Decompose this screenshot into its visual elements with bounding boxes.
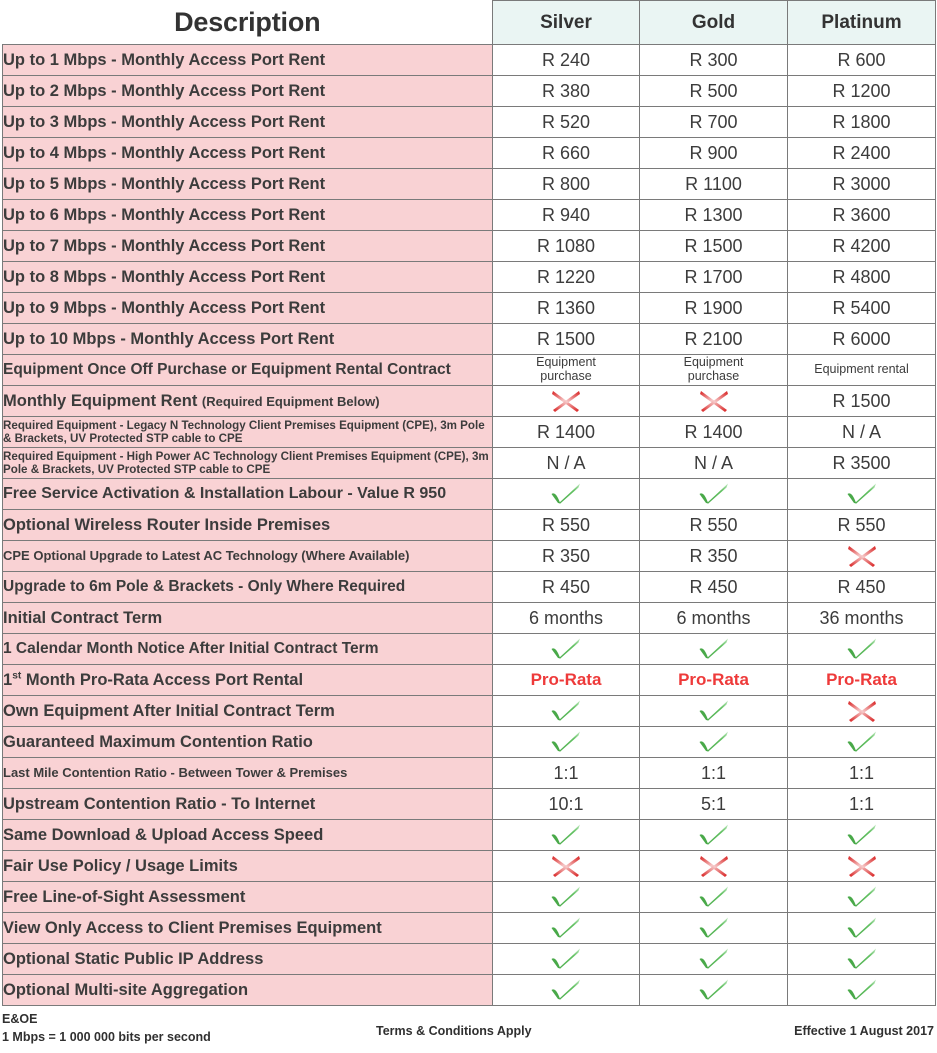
check-mark-icon [493, 696, 640, 727]
cell-value: R 500 [640, 76, 788, 107]
table-row [3, 479, 936, 510]
footer-effective-date: Effective 1 August 2017 [794, 1024, 934, 1038]
cell-value: 6 months [640, 603, 788, 634]
table-row [3, 107, 936, 138]
cell-value: R 2100 [640, 324, 788, 355]
pricing-table [2, 0, 936, 1006]
cell-value: R 1400 [493, 417, 640, 448]
table-body [3, 45, 936, 1006]
row-label: Up to 8 Mbps - Monthly Access Port Rent [3, 262, 493, 293]
table-row [3, 634, 936, 665]
table-header [3, 1, 936, 45]
cell-value: R 550 [788, 510, 936, 541]
row-label: Optional Multi-site Aggregation [3, 975, 493, 1006]
cross-mark-icon [640, 386, 788, 417]
row-label: Free Service Activation & Installation Labour - Value R 950 [3, 479, 493, 510]
table-row [3, 882, 936, 913]
table-row [3, 138, 936, 169]
cell-value: R 1220 [493, 262, 640, 293]
cell-value: R 1800 [788, 107, 936, 138]
cell-value: 10:1 [493, 789, 640, 820]
table-row [3, 324, 936, 355]
check-mark-icon [640, 944, 788, 975]
table-row [3, 820, 936, 851]
cell-value: R 450 [788, 572, 936, 603]
table-row [3, 758, 936, 789]
cross-mark-icon [493, 386, 640, 417]
check-mark-icon [788, 727, 936, 758]
cell-value: R 4800 [788, 262, 936, 293]
table-row [3, 76, 936, 107]
row-label: Up to 4 Mbps - Monthly Access Port Rent [3, 138, 493, 169]
cell-value: Pro-Rata [640, 665, 788, 696]
table-row [3, 386, 936, 417]
check-mark-icon [493, 944, 640, 975]
cell-value: R 240 [493, 45, 640, 76]
cell-value: R 5400 [788, 293, 936, 324]
check-mark-icon [788, 820, 936, 851]
cell-value: R 1500 [640, 231, 788, 262]
cell-value: R 1200 [788, 76, 936, 107]
cell-value: 1:1 [788, 789, 936, 820]
cell-value: R 550 [640, 510, 788, 541]
row-label: Up to 6 Mbps - Monthly Access Port Rent [3, 200, 493, 231]
footer-mbps-note: 1 Mbps = 1 000 000 bits per second [2, 1030, 211, 1045]
check-mark-icon [493, 975, 640, 1006]
cell-value: N / A [640, 448, 788, 479]
cell-value: Pro-Rata [493, 665, 640, 696]
check-mark-icon [788, 479, 936, 510]
cell-value: 1:1 [640, 758, 788, 789]
check-mark-icon [788, 913, 936, 944]
row-label: Up to 10 Mbps - Monthly Access Port Rent [3, 324, 493, 355]
table-row [3, 913, 936, 944]
row-label: Last Mile Contention Ratio - Between Tower & Premises [3, 758, 493, 789]
cross-mark-icon [788, 851, 936, 882]
cell-value: R 800 [493, 169, 640, 200]
cell-value: N / A [788, 417, 936, 448]
cell-value: R 1300 [640, 200, 788, 231]
row-label: Own Equipment After Initial Contract Term [3, 696, 493, 727]
table-row [3, 262, 936, 293]
row-label: Optional Wireless Router Inside Premises [3, 510, 493, 541]
check-mark-icon [640, 913, 788, 944]
row-label: Up to 1 Mbps - Monthly Access Port Rent [3, 45, 493, 76]
table-row [3, 789, 936, 820]
footer-notes [2, 1010, 211, 1046]
table-row [3, 169, 936, 200]
cross-mark-icon [788, 696, 936, 727]
check-mark-icon [640, 820, 788, 851]
row-label: Optional Static Public IP Address [3, 944, 493, 975]
cross-mark-icon [788, 541, 936, 572]
cell-value: R 450 [493, 572, 640, 603]
cross-mark-icon [640, 851, 788, 882]
row-label: Guaranteed Maximum Contention Ratio [3, 727, 493, 758]
check-mark-icon [788, 634, 936, 665]
row-label: Up to 7 Mbps - Monthly Access Port Rent [3, 231, 493, 262]
check-mark-icon [640, 479, 788, 510]
cell-value: N / A [493, 448, 640, 479]
cell-value: R 4200 [788, 231, 936, 262]
row-label: Fair Use Policy / Usage Limits [3, 851, 493, 882]
cell-value: 1:1 [493, 758, 640, 789]
cell-value: 6 months [493, 603, 640, 634]
sheet-footer [0, 1009, 937, 1053]
check-mark-icon [493, 913, 640, 944]
footer-terms: Terms & Conditions Apply [376, 1024, 532, 1038]
row-label: Up to 9 Mbps - Monthly Access Port Rent [3, 293, 493, 324]
check-mark-icon [493, 634, 640, 665]
table-row [3, 541, 936, 572]
row-label: Free Line-of-Sight Assessment [3, 882, 493, 913]
table-row [3, 417, 936, 448]
cell-value: 1:1 [788, 758, 936, 789]
cell-value: R 3000 [788, 169, 936, 200]
check-mark-icon [788, 944, 936, 975]
footer-eoe: E&OE [2, 1012, 38, 1026]
row-label: View Only Access to Client Premises Equipment [3, 913, 493, 944]
cell-value: R 1400 [640, 417, 788, 448]
row-label: 1 Calendar Month Notice After Initial Contract Term [3, 634, 493, 665]
check-mark-icon [788, 975, 936, 1006]
table-row [3, 851, 936, 882]
row-label: Same Download & Upload Access Speed [3, 820, 493, 851]
cell-value: Equipment purchase [493, 355, 640, 386]
check-mark-icon [640, 696, 788, 727]
row-label: Up to 5 Mbps - Monthly Access Port Rent [3, 169, 493, 200]
check-mark-icon [493, 820, 640, 851]
cell-value: R 2400 [788, 138, 936, 169]
row-label: Equipment Once Off Purchase or Equipment Rental Contract [3, 355, 493, 386]
cell-value: R 1500 [788, 386, 936, 417]
row-label: Up to 3 Mbps - Monthly Access Port Rent [3, 107, 493, 138]
row-label: 1st Month Pro-Rata Access Port Rental [3, 665, 493, 696]
table-row [3, 231, 936, 262]
table-row [3, 603, 936, 634]
cell-value: R 3500 [788, 448, 936, 479]
table-row [3, 572, 936, 603]
row-label: Initial Contract Term [3, 603, 493, 634]
table-row [3, 355, 936, 386]
column-header-platinum: Platinum [788, 1, 936, 45]
cell-value: R 350 [493, 541, 640, 572]
cell-value: R 6000 [788, 324, 936, 355]
cell-value: Equipment rental [788, 355, 936, 386]
check-mark-icon [788, 882, 936, 913]
table-row [3, 45, 936, 76]
cell-value: R 380 [493, 76, 640, 107]
cross-mark-icon [493, 851, 640, 882]
check-mark-icon [493, 479, 640, 510]
cell-value: R 1900 [640, 293, 788, 324]
cell-value: R 1500 [493, 324, 640, 355]
header-row [3, 1, 936, 45]
cell-value: R 3600 [788, 200, 936, 231]
page-title: Description [3, 1, 493, 45]
cell-value: Equipment purchase [640, 355, 788, 386]
cell-value: R 1080 [493, 231, 640, 262]
cell-value: R 1360 [493, 293, 640, 324]
check-mark-icon [640, 882, 788, 913]
check-mark-icon [493, 882, 640, 913]
table-row [3, 200, 936, 231]
cell-value: R 450 [640, 572, 788, 603]
table-row [3, 448, 936, 479]
row-label: Monthly Equipment Rent (Required Equipment Below) [3, 386, 493, 417]
cell-value: R 1700 [640, 262, 788, 293]
table-row [3, 944, 936, 975]
cell-value: R 300 [640, 45, 788, 76]
row-label: Required Equipment - High Power AC Technology Client Premises Equipment (CPE), 3m Pole & Brackets, UV Protected STP cable to CPE [3, 448, 493, 479]
check-mark-icon [493, 727, 640, 758]
row-label: Up to 2 Mbps - Monthly Access Port Rent [3, 76, 493, 107]
cell-value: R 700 [640, 107, 788, 138]
cell-value: Pro-Rata [788, 665, 936, 696]
column-header-silver: Silver [493, 1, 640, 45]
cell-value: R 550 [493, 510, 640, 541]
table-row [3, 665, 936, 696]
cell-value: R 660 [493, 138, 640, 169]
row-label: Upgrade to 6m Pole & Brackets - Only Where Required [3, 572, 493, 603]
table-row [3, 975, 936, 1006]
table-row [3, 727, 936, 758]
table-row [3, 293, 936, 324]
check-mark-icon [640, 975, 788, 1006]
cell-value: R 900 [640, 138, 788, 169]
cell-value: R 1100 [640, 169, 788, 200]
cell-value: R 520 [493, 107, 640, 138]
row-label: Upstream Contention Ratio - To Internet [3, 789, 493, 820]
cell-value: R 600 [788, 45, 936, 76]
check-mark-icon [640, 727, 788, 758]
column-header-gold: Gold [640, 1, 788, 45]
cell-value: R 940 [493, 200, 640, 231]
check-mark-icon [640, 634, 788, 665]
cell-value: 36 months [788, 603, 936, 634]
table-row [3, 510, 936, 541]
table-row [3, 696, 936, 727]
cell-value: R 350 [640, 541, 788, 572]
row-label: CPE Optional Upgrade to Latest AC Technology (Where Available) [3, 541, 493, 572]
cell-value: 5:1 [640, 789, 788, 820]
row-label: Required Equipment - Legacy N Technology Client Premises Equipment (CPE), 3m Pole & Brackets, UV Protected STP cable to CPE [3, 417, 493, 448]
